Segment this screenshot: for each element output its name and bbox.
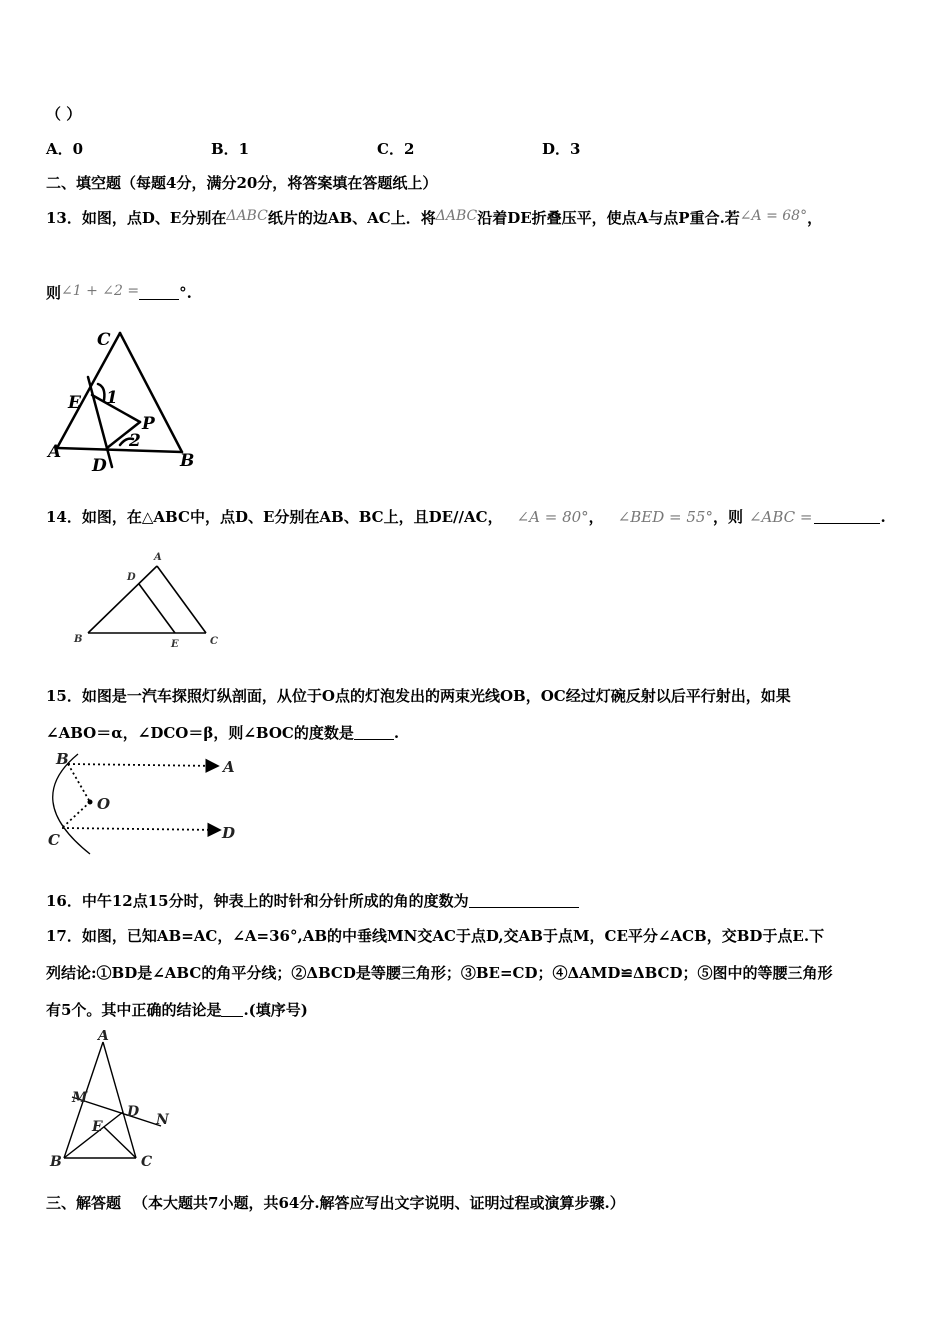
- q17-text-3: 有5个。其中正确的结论是: [46, 1001, 222, 1019]
- section-3-title: 三、解答题: [46, 1194, 122, 1212]
- q14-math-angle-bed: ∠BED = 55°: [617, 508, 713, 526]
- q14-label-c: C: [210, 636, 218, 647]
- q14-text-2: ，: [588, 508, 604, 526]
- q13-text-6: °.: [179, 284, 192, 302]
- q13-text-1: 13．如图，点D、E分别在: [46, 209, 227, 227]
- section-3-desc: （本大题共7小题，共64分.解答应写出文字说明、证明过程或演算步骤.）: [133, 1194, 625, 1212]
- section-2-heading: 二、填空题（每题4分，满分20分，将答案填在答题纸上）: [46, 174, 438, 192]
- q15-label-o: O: [97, 795, 111, 813]
- q14-text-4: .: [880, 508, 886, 526]
- option-c: C．2: [377, 140, 415, 158]
- option-a: A．0: [46, 140, 84, 158]
- q13-text-2: 纸片的边AB、AC上．将: [267, 209, 436, 227]
- q13-text-5: 则: [46, 284, 62, 302]
- q13-label-b: B: [180, 451, 195, 471]
- q17-label-a: A: [98, 1030, 109, 1044]
- q14-math-angle-abc: ∠ABC =: [748, 508, 813, 526]
- q15-line-2: [46, 722, 399, 743]
- q13-label-d: D: [92, 456, 107, 475]
- q17-figure: [46, 1030, 176, 1170]
- q15-text-3: .: [393, 724, 400, 742]
- q13-side-ab: [57, 448, 182, 452]
- q15-line-1: 15．如图是一汽车探照灯纵剖面，从位于O点的灯泡发出的两束光线OB，OC经过灯碗反射以后平行射出，如果: [46, 687, 791, 705]
- q15-label-a: A: [223, 758, 235, 776]
- q16-line: [46, 890, 579, 911]
- q14-math-angle-a: ∠A = 80°: [516, 508, 589, 526]
- q13-label-2: 2: [129, 431, 141, 451]
- q13-math-triangle-1: ΔABC: [226, 208, 268, 224]
- q14-side-ac: [157, 566, 206, 633]
- q17-side-ac: [103, 1042, 136, 1158]
- q17-label-e: E: [92, 1119, 103, 1135]
- q17-label-c: C: [141, 1154, 153, 1170]
- q17-line-2: 列结论:①BD是∠ABC的角平分线；②ΔBCD是等腰三角形；③BE=CD；④ΔAMD≌ΔBCD；⑤图中的等腰三角形: [46, 964, 833, 982]
- q14-answer-blank[interactable]: [814, 509, 880, 524]
- q14-figure: [68, 548, 228, 652]
- q15-ray-ob: [68, 764, 90, 802]
- q13-figure: [40, 325, 215, 475]
- option-b: B．1: [211, 140, 250, 158]
- q14-line: [46, 506, 886, 527]
- q13-label-e: E: [68, 393, 81, 413]
- q15-ray-ba: [68, 764, 218, 766]
- q16-answer-blank[interactable]: [469, 893, 579, 908]
- q14-text-1: 14．如图，在△ABC中，点D、E分别在AB、BC上，且DE//AC，: [46, 508, 503, 526]
- q13-text-4: ，: [807, 209, 823, 227]
- q14-label-a: A: [154, 552, 162, 563]
- q14-segment-de: [139, 584, 175, 633]
- q15-label-c: C: [48, 831, 60, 849]
- section-3-heading: [46, 1192, 625, 1213]
- q17-label-n: N: [156, 1112, 169, 1128]
- q17-line-1: 17．如图，已知AB=AC，∠A=36°,AB的中垂线MN交AC于点D,交AB于点M，CE平分∠ACB，交BD于点E.下: [46, 927, 825, 945]
- q17-label-b: B: [50, 1154, 62, 1170]
- q17-text-4: .(填序号): [243, 1001, 308, 1019]
- q17-label-m: M: [72, 1090, 88, 1106]
- answer-paren: （ ）: [46, 105, 82, 123]
- q14-text-3: ，则: [712, 508, 743, 526]
- q15-answer-blank[interactable]: [354, 725, 394, 740]
- q15-label-b: B: [56, 750, 69, 768]
- q14-label-e: E: [171, 639, 179, 650]
- q14-label-d: D: [127, 572, 136, 583]
- q15-text-2: ∠ABO＝α，∠DCO＝β，则∠BOC的度数是: [46, 724, 354, 742]
- q14-label-b: B: [74, 634, 83, 645]
- q13-line-2: [46, 282, 192, 303]
- q16-text: 16．中午12点15分时，钟表上的时针和分针所成的角的度数为: [46, 892, 469, 910]
- q13-answer-blank[interactable]: [139, 285, 179, 300]
- q17-label-d: D: [127, 1104, 140, 1120]
- q17-answer-blank[interactable]: [221, 1002, 243, 1017]
- q15-label-d: D: [222, 824, 236, 842]
- q15-ray-cd: [62, 828, 220, 830]
- q13-label-p: P: [142, 414, 155, 434]
- q13-label-a: A: [48, 442, 62, 462]
- q15-ray-oc: [62, 802, 90, 828]
- q15-point-o: [88, 800, 93, 805]
- q13-label-1: 1: [106, 388, 118, 408]
- q13-text-3: 沿着DE折叠压平，使点A与点P重合.若: [477, 209, 740, 227]
- q14-side-ab: [88, 566, 157, 633]
- q13-math-triangle-2: ΔABC: [435, 208, 478, 224]
- q13-label-c: C: [97, 330, 111, 350]
- q17-line-3: [46, 999, 308, 1020]
- option-d: D．3: [542, 140, 581, 158]
- q13-math-angle-a: ∠A = 68°: [739, 208, 808, 224]
- q13-math-sum: ∠1 + ∠2 =: [61, 283, 140, 299]
- q13-line-1: [46, 207, 822, 228]
- q15-figure: [40, 748, 240, 858]
